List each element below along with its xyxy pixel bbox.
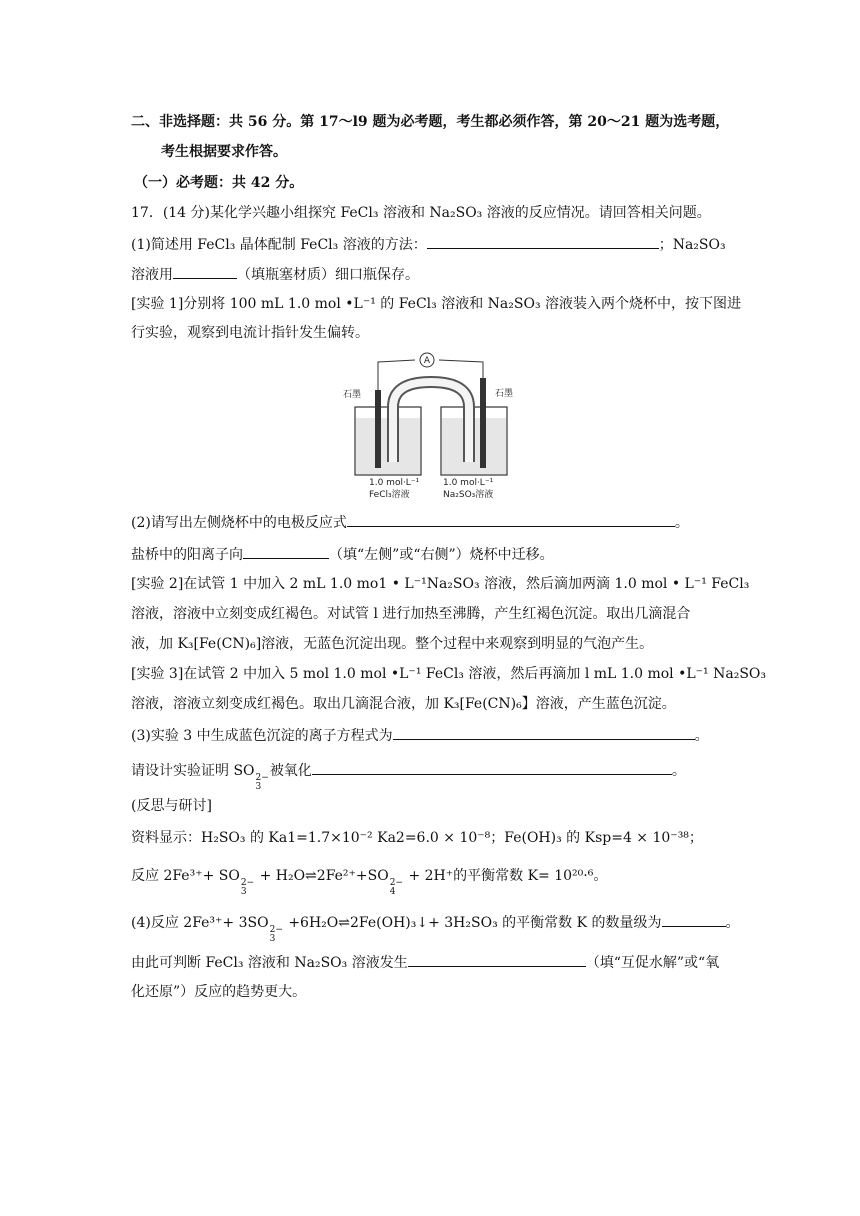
q4-end: 。: [725, 915, 740, 931]
ion-charge: 2−: [389, 878, 404, 888]
question-3-line: [131, 725, 709, 746]
ammeter-label: A: [423, 356, 431, 366]
sulfite-script: [270, 926, 283, 944]
right-electrode-label: 石墨: [495, 389, 514, 399]
data-line: 资料显示：H₂SO₃ 的 Ka1=1.7×10⁻² Ka2=6.0 × 10⁻⁸；Fe(OH)₃ 的 Ksp=4 × 10⁻³⁸；: [131, 830, 703, 846]
reaction-type-blank[interactable]: [408, 952, 586, 967]
conclusion-b: （填“互促水解”或“氧: [585, 955, 720, 971]
section-title-cont: 考生根据要求作答。: [161, 144, 287, 160]
sulfite-script: [241, 879, 254, 897]
experiment-3-line-2: 溶液，溶液立刻变成红褐色。取出几滴混合液，加 K₃[Fe(CN)₆】溶液，产生蓝色沉淀。: [131, 696, 676, 712]
ion-sub: 3: [240, 887, 247, 897]
left-electrode-label: 石墨: [343, 390, 362, 400]
sulfite-ion-script: [256, 774, 269, 792]
subsection-title: （一）必考题：共 42 分。: [134, 175, 304, 191]
cation-direction-blank[interactable]: [243, 544, 329, 559]
q3-end-2: 。: [671, 763, 686, 779]
right-solution-label: Na₂SO₃溶液: [443, 490, 494, 500]
experiment-2-line: [实验 2]在试管 1 中加入 2 mL 1.0 mo1 • L⁻¹Na₂SO₃ 溶液，然后滴加两滴 1.0 mol • L⁻¹ FeCl₃: [131, 576, 750, 592]
q2-text-b: 盐桥中的阳离子向: [131, 547, 243, 563]
q1-text: (1)简述用 FeCl₃ 晶体配制 FeCl₃ 溶液的方法：: [131, 237, 427, 253]
electrode-equation-blank[interactable]: [347, 512, 675, 527]
experiment-design-blank[interactable]: [312, 760, 672, 775]
right-graphite-electrode: [480, 378, 486, 468]
eq1-b: + H₂O⇌2Fe²⁺+SO: [255, 868, 389, 884]
conclusion-a: 由此可判断 FeCl₃ 溶液和 Na₂SO₃ 溶液发生: [131, 955, 408, 971]
q3-text-b2: 被氧化: [269, 763, 312, 779]
q1-text-b: ；Na₂SO₃: [658, 237, 726, 253]
left-conc-label: 1.0 mol·L⁻¹: [369, 478, 420, 488]
q2-text-b2: （填“左侧”或“右侧”）烧杯中迁移。: [329, 547, 554, 563]
q3-text-b: 请设计实验证明 SO: [131, 763, 255, 779]
magnitude-blank[interactable]: [662, 912, 726, 927]
conclusion-line-2: 化还原”）反应的趋势更大。: [131, 984, 307, 1000]
galvanic-cell-diagram: [343, 352, 523, 502]
q1-text-c: 溶液用: [131, 267, 173, 283]
q1-text-d: （填瓶塞材质）细口瓶保存。: [237, 267, 419, 283]
ion-sub: 3: [269, 934, 276, 944]
ionic-equation-blank[interactable]: [393, 725, 695, 740]
question-1-line: [131, 234, 726, 255]
ion-charge: 2−: [240, 878, 255, 888]
left-graphite-electrode: [375, 390, 381, 468]
question-2-line: [131, 512, 689, 533]
reflection-heading: (反思与研讨]: [131, 798, 212, 814]
eq1-a: 反应 2Fe³⁺+ SO: [131, 868, 240, 884]
wire-right: [439, 360, 483, 378]
experiment-3-line: [实验 3]在试管 2 中加入 5 mol 1.0 mol •L⁻¹ FeCl₃ 溶液，然后再滴加 l mL 1.0 mol •L⁻¹ Na₂SO₃: [131, 666, 767, 682]
conclusion-line: [131, 952, 719, 973]
left-solution-label: FeCl₃溶液: [369, 490, 410, 500]
experiment-1-line: [实验 1]分别将 100 mL 1.0 mol •L⁻¹ 的 FeCl₃ 溶液和 Na₂SO₃ 溶液装入两个烧杯中，按下图进: [131, 296, 742, 312]
q2-text: (2)请写出左侧烧杯中的电极反应式: [131, 515, 347, 531]
question-4-line: [131, 912, 740, 944]
q1-answer-blank[interactable]: [427, 234, 659, 249]
experiment-1-line-2: 行实验，观察到电流计指针发生偏转。: [131, 325, 369, 341]
experiment-2-line-2: 溶液，溶液中立刻变成红褐色。对试管 l 进行加热至沸腾，产生红褐色沉淀。取出几滴混合: [131, 606, 691, 622]
stopper-material-blank[interactable]: [173, 264, 237, 279]
ion-sub: 3: [255, 782, 262, 792]
experiment-2-line-3: 液，加 K₃[Fe(CN)₆]溶液，无蓝色沉淀出现。整个过程中来观察到明显的气泡产生。: [131, 636, 654, 652]
question-1-line-2: [131, 264, 419, 285]
section-title: 二、非选择题：共 56 分。第 17～l9 题为必考题，考生都必须作答，第 20～21 题为选考题，: [131, 114, 730, 130]
eq1-c: + 2H⁺的平衡常数 K= 10²⁰·⁶。: [404, 868, 608, 884]
q4-a: (4)反应 2Fe³⁺+ 3SO: [131, 915, 269, 931]
right-conc-label: 1.0 mol·L⁻¹: [443, 478, 494, 488]
ion-charge: 2−: [269, 925, 283, 935]
q3-text: (3)实验 3 中生成蓝色沉淀的离子方程式为: [131, 728, 393, 744]
q2-end: 。: [674, 515, 689, 531]
q4-b: +6H₂O⇌2Fe(OH)₃↓+ 3H₂SO₃ 的平衡常数 K 的数量级为: [283, 915, 662, 931]
sulfate-script: [390, 879, 403, 897]
q3-end: 。: [694, 728, 709, 744]
question-2-line-2: [131, 544, 554, 565]
equation-1-line: [131, 866, 607, 897]
question-17-intro: 17．(14 分)某化学兴趣小组探究 FeCl₃ 溶液和 Na₂SO₃ 溶液的反应情况。请回答相关问题。: [131, 205, 711, 221]
ion-sub: 4: [389, 887, 396, 897]
question-3-line-2: [131, 760, 686, 792]
ion-charge: 2−: [255, 773, 269, 783]
